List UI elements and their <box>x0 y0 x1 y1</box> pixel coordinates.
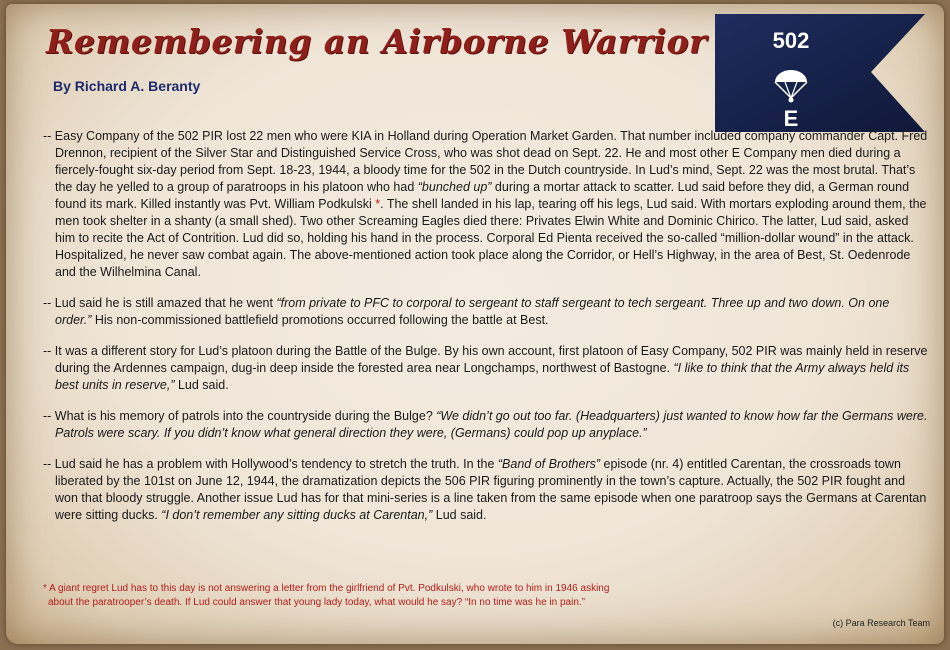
text-run: -- It was a different story for Lud’s platoon during the Battle of the Bulge. By his own account, first platoon of Easy Company, 502 PIR was mainly held in reserve during the Ardennes campaign, dug-in deep inside the forested area near Longchamps, northwest of Bastogne. <box>43 344 928 375</box>
text-run: -- Lud said he is still amazed that he went <box>43 296 277 310</box>
quote-text: “from private to PFC to corporal to sergeant to staff sergeant to tech sergeant. Three up and two down. On one order.” <box>55 296 890 327</box>
footnote-line-2: about the paratrooper’s death. If Lud could answer that young lady today, what would he say? “In no time was he in pain.” <box>48 597 586 608</box>
flag-company-letter: E <box>783 106 799 131</box>
quote-text: “I don’t remember any sitting ducks at Carentan,” <box>161 508 433 522</box>
page-title: Remembering an Airborne Warrior <box>46 22 707 61</box>
text-run: -- Lud said he has a problem with Hollywood’s tendency to stretch the truth. In the <box>43 457 498 471</box>
text-run: Lud said. <box>432 508 487 522</box>
text-run: episode (nr. 4) entitled Carentan, the crossroads town liberated by the 101st on June 12, 1944, the dramatization depicts the 506 PIR figuring prominently in the town’s capture. Actually, the 502 PIR fought and won that bloody struggle. Another issue Lud has for that mini-series is a line taken from the same episode when one paratroop says the Germans at Carentan were sitting ducks. <box>55 457 927 522</box>
author-byline: By Richard A. Beranty <box>53 78 201 94</box>
copyright-credit: (c) Para Research Team <box>832 618 930 628</box>
text-run: Lud said. <box>174 378 229 392</box>
text-run: . The shell landed in his lap, tearing off his legs, Lud said. With mortars exploding around them, the men took shelter in a shanty (a small shed). Two other Screaming Eagles died there: Privates Elwin White and Dominic Chirico. The latter, Lud said, asked him to recite the Act of Contrition. Lud did so, holding his hand in the process. Corporal Ed Pienta received the so-called “million-dollar wound” in the attack. Hospitalized, he never saw combat again. The above-mentioned action took place along the Corridor, or Hell’s Highway, in the area of Best, St. Oedenrode and the Wilhelmina Canal. <box>55 197 927 279</box>
article-body <box>43 128 928 538</box>
unit-guidon-flag <box>711 12 929 134</box>
quote-text: “Band of Brothers” <box>497 457 601 471</box>
quote-text: “bunched up” <box>417 180 492 194</box>
text-run: -- What is his memory of patrols into the countryside during the Bulge? <box>43 409 437 423</box>
guidon-flag-graphic <box>711 12 929 134</box>
paragraph-promotions <box>43 295 928 329</box>
quote-text: “I like to think that the Army always held its best units in reserve,” <box>55 361 910 392</box>
text-run: -- Easy Company of the 502 PIR lost 22 men who were KIA in Holland during Operation Market Garden. That number included company commander Capt. Fred Drennon, recipient of the Silver Star and Distinguished Service Cross, who was shot dead on Sept. 22. He and most other E Company men died during a fiercely-fought six-day period from Sept. 18-23, 1944, a bloody time for the 502 in the Dutch countryside. In Lud’s mind, Sept. 22 was the most brutal. That’s the day he yelled to a group of paratroops in his platoon who had <box>43 129 928 194</box>
flag-unit-number: 502 <box>772 28 810 53</box>
quote-text: “We didn’t go out too far. (Headquarters) just wanted to know how far the Germans were. Patrols were scary. If you didn’t know what general direction they were, (Germans) could pop up anyplace.” <box>55 409 928 440</box>
text-run: during a mortar attack to scatter. Lud said before they did, a German round found its mark. Killed instantly was Pvt. William Podkulski <box>55 180 910 211</box>
text-run: His non-commissioned battlefield promotions occurred following the battle at Best. <box>91 313 549 327</box>
paragraph-market-garden <box>43 128 928 281</box>
paragraph-band-of-brothers <box>43 456 928 524</box>
footnote <box>43 582 803 610</box>
paragraph-bulge-reserve <box>43 343 928 394</box>
paragraph-patrols <box>43 408 928 442</box>
footnote-marker: * <box>375 197 381 211</box>
flag-body <box>715 14 925 132</box>
footnote-line-1: * A giant regret Lud has to this day is not answering a letter from the girlfriend of Pvt. Podkulski, who wrote to him in 1946 asking <box>43 583 610 594</box>
